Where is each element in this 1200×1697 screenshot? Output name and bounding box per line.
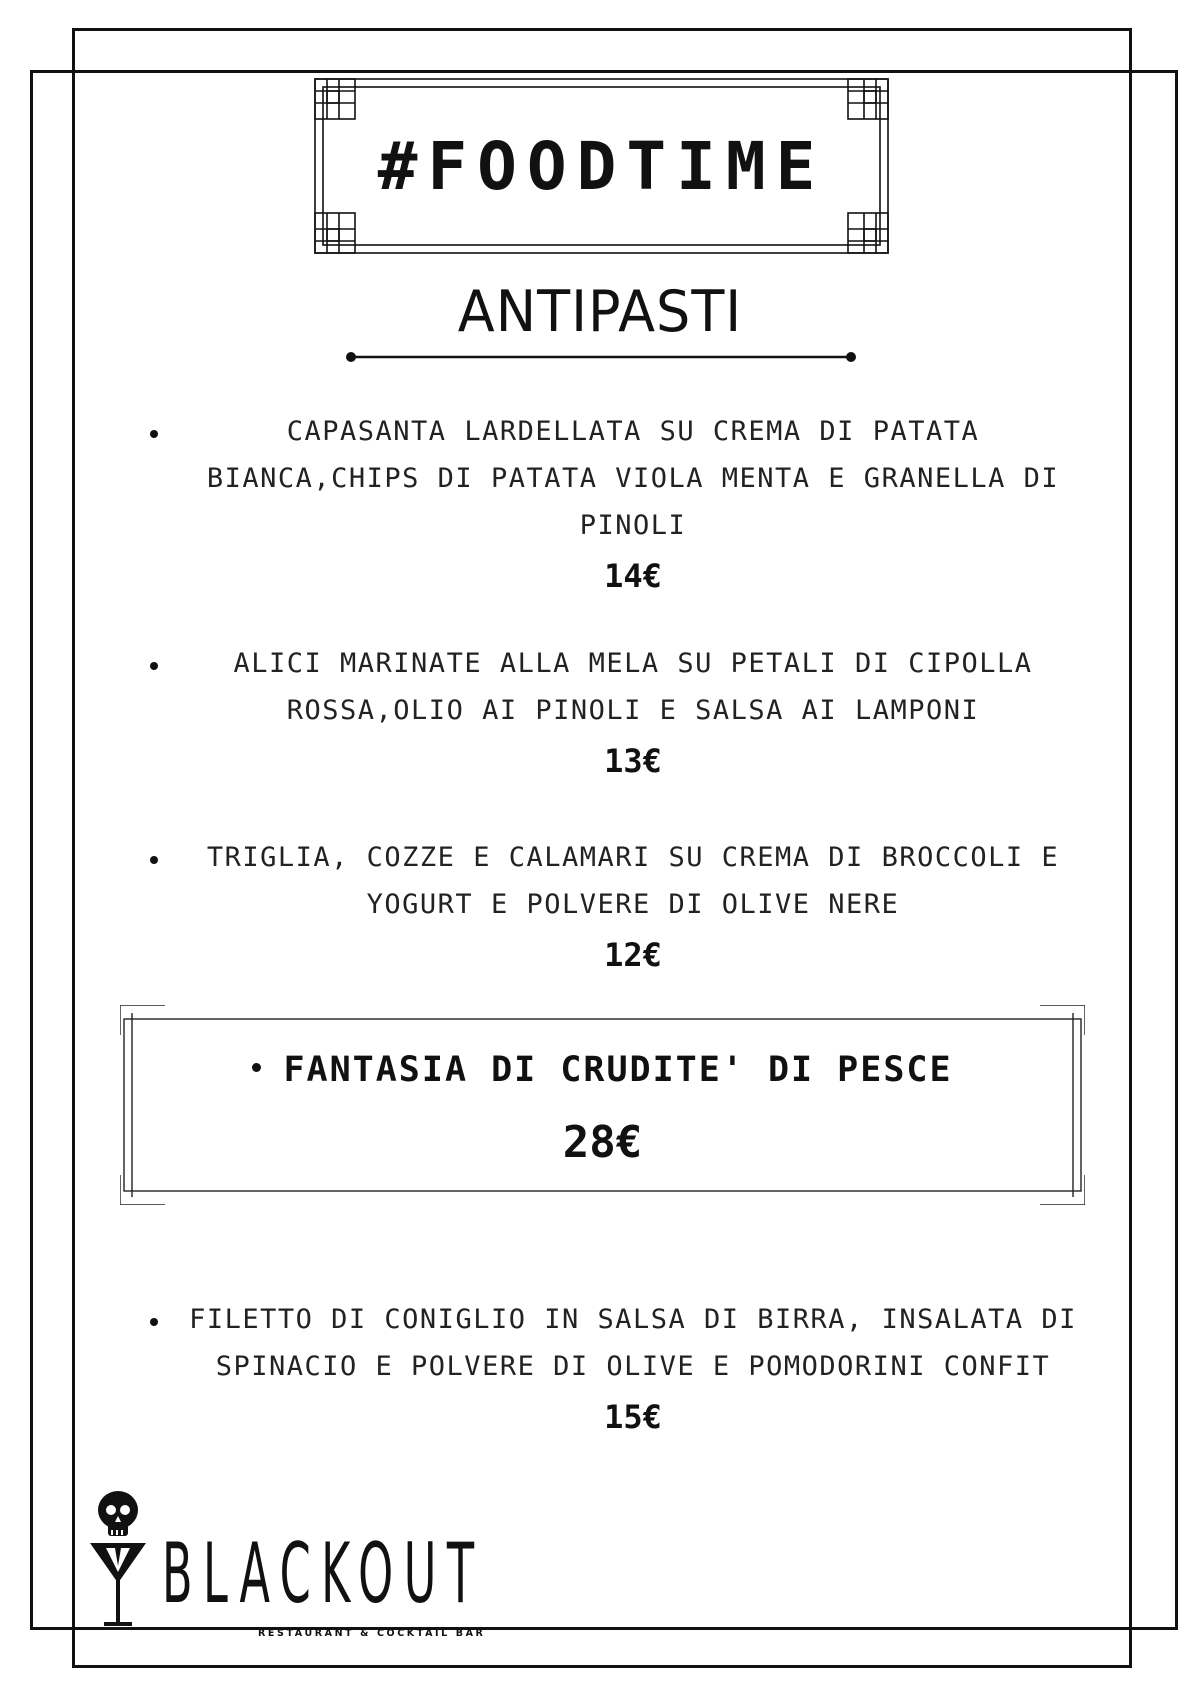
menu-item — [150, 1296, 1090, 1440]
menu-item-price: 12€ — [604, 936, 662, 974]
menu-item-description: ALICI MARINATE ALLA MELA SU PETALI DI CIPOLLA ROSSA,OLIO AI PINOLI E SALSA AI LAMPONI — [233, 648, 1033, 726]
menu-item-price: 14€ — [604, 557, 662, 595]
menu-item-price: 13€ — [604, 742, 662, 780]
featured-item — [120, 1050, 1085, 1090]
menu-item — [150, 834, 1090, 978]
featured-item-price: 28€ — [562, 1117, 643, 1168]
menu-item-price: 15€ — [604, 1398, 662, 1436]
bullet-icon — [150, 856, 158, 864]
section-heading: ANTIPASTI — [457, 278, 743, 345]
title-plaque — [313, 77, 890, 255]
logo-tagline: RESTAURANT & COCKTAIL BAR — [258, 1628, 486, 1639]
menu-item — [150, 408, 1090, 599]
bullet-icon — [150, 662, 158, 670]
bullet-icon — [150, 1318, 158, 1326]
heading-divider — [345, 351, 857, 363]
featured-item-box — [120, 1005, 1085, 1205]
featured-box-border — [120, 1005, 1085, 1205]
page-title: #FOODTIME — [377, 127, 826, 205]
bullet-icon — [252, 1063, 261, 1072]
bullet-icon — [150, 430, 158, 438]
menu-item-description: CAPASANTA LARDELLATA SU CREMA DI PATATA BIANCA,CHIPS DI PATATA VIOLA MENTA E GRANELLA DI PINOLI — [206, 416, 1060, 541]
featured-item-description: FANTASIA DI CRUDITE' DI PESCE — [283, 1050, 953, 1090]
skull-martini-icon — [80, 1488, 160, 1638]
menu-item — [150, 640, 1090, 784]
menu-item-description: FILETTO DI CONIGLIO IN SALSA DI BIRRA, INSALATA DI SPINACIO E POLVERE DI OLIVE E POMODORINI CONFIT — [189, 1304, 1077, 1382]
menu-item-description: TRIGLIA, COZZE E CALAMARI SU CREMA DI BROCCOLI E YOGURT E POLVERE DI OLIVE NERE — [206, 842, 1060, 920]
logo-wordmark: BLACKOUT — [162, 1525, 485, 1622]
brand-logo — [80, 1488, 500, 1638]
